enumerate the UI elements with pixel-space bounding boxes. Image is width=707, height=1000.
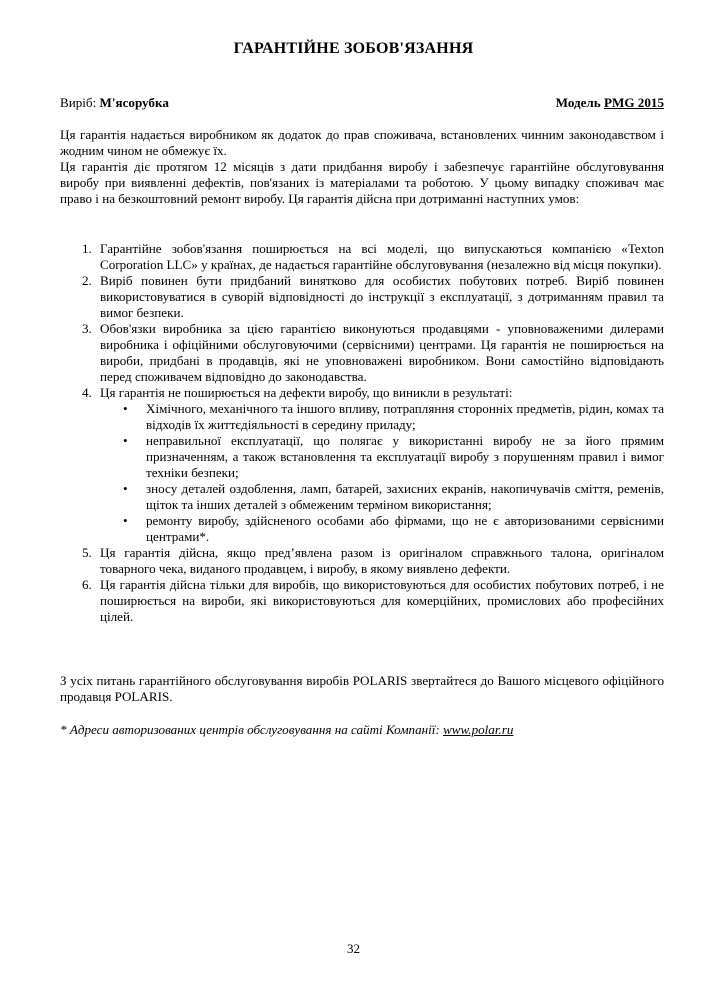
- product-info: [60, 95, 664, 111]
- condition-text: Ця гарантія не поширюється на дефекти виробу, що виникли в результаті:: [100, 385, 513, 400]
- bullet-icon: •: [123, 481, 128, 496]
- model-label: Модель: [555, 95, 604, 110]
- exclusion-item: [100, 481, 664, 513]
- conditions-list: [60, 241, 664, 625]
- condition-text: Гарантійне зобов'язання поширюється на всі моделі, що випускаються компанією «Texton Corporation LLC» у країнах, де надається гарантійне обслуговування (незалежно від місця покупки).: [100, 241, 664, 272]
- page-number: 32: [346, 941, 361, 956]
- product-field: [60, 95, 169, 111]
- condition-number: 1.: [82, 241, 92, 256]
- footnote-text: * Адреси авторизованих центрів обслуговування на сайті Компанії:: [60, 722, 444, 737]
- bullet-icon: •: [123, 401, 128, 416]
- bullet-icon: •: [123, 513, 128, 528]
- intro-paragraph: Ця гарантія надається виробником як додаток до прав споживача, встановлених чинним законодавством і жодним чином не обмежує їх.: [60, 127, 664, 158]
- condition-item: [60, 241, 664, 273]
- product-label: Виріб:: [60, 95, 100, 110]
- footnote: [60, 722, 664, 738]
- contact-paragraph: З усіх питань гарантійного обслуговування виробів POLARIS звертайтеся до Вашого місцевого офіційного продавця POLARIS.: [60, 673, 664, 704]
- condition-number: 3.: [82, 321, 92, 336]
- exclusion-text: ремонту виробу, здійсненого особами або фірмами, що не є авторизованими сервісними центрами*.: [146, 513, 664, 544]
- condition-number: 2.: [82, 273, 92, 288]
- page-title: ГАРАНТІЙНЕ ЗОБОВ'ЯЗАННЯ: [233, 40, 474, 57]
- model-field: [556, 95, 664, 111]
- condition-text: Ця гарантія дійсна, якщо пред’явлена разом із оригіналом справжнього талона, оригіналом товарного чека, виданого продавцем, і виробу, в якому виявлено дефекти.: [100, 545, 664, 576]
- website-link[interactable]: www.polar.ru: [443, 722, 514, 737]
- condition-item: [60, 385, 664, 545]
- exclusion-text: неправильної експлуатації, що полягає у використанні виробу не за його прямим призначенням, а також встановлення та експлуатації виробу з порушенням правил і вимог техніки безпеки;: [146, 433, 664, 480]
- condition-item: [60, 545, 664, 577]
- exclusion-item: [100, 513, 664, 545]
- condition-item: [60, 273, 664, 321]
- intro-paragraph: Ця гарантія діє протягом 12 місяців з дати придбання виробу і забезпечує гарантійне обслуговування виробу при виявленні дефектів, пов'язаних із матеріалами та роботою. У цьому випадку споживач має право і на безкоштовний ремонт виробу. Ця гарантія дійсна при дотриманні наступних умов:: [60, 159, 664, 206]
- condition-text: Виріб повинен бути придбаний винятково для особистих побутових потреб. Виріб повинен використовуватися в суворій відповідності до інструкції з експлуатації, з дотриманням правил та вимог безпеки.: [100, 273, 664, 320]
- bullet-icon: •: [123, 433, 128, 448]
- intro-text: [60, 127, 664, 207]
- condition-number: 4.: [82, 385, 92, 400]
- condition-text: Ця гарантія дійсна тільки для виробів, що використовуються для особистих побутових потреб, і не поширюється на вироби, які використовуються для комерційних, промислових або професійних цілей.: [100, 577, 664, 624]
- model-value: PMG 2015: [603, 95, 664, 110]
- exclusion-item: [100, 433, 664, 481]
- exclusion-text: Хімічного, механічного та іншого впливу, потрапляння сторонніх предметів, рідин, комах та відходів їх життєдіяльності в середину приладу;: [146, 401, 664, 432]
- condition-number: 5.: [82, 545, 92, 560]
- product-name: М'ясорубка: [99, 95, 169, 110]
- condition-item: [60, 321, 664, 385]
- condition-text: Обов'язки виробника за цією гарантією виконуються продавцями - уповноваженими дилерами виробника і офіційними обслуговуючими (сервісними) центрами. Ця гарантія не поширюється на вироби, придбані в продавців, які не уповноважені виробником. Вони самостійно відповідають перед споживачем відповідно до законодавства.: [100, 321, 664, 384]
- exclusions-list: [100, 401, 664, 545]
- exclusion-item: [100, 401, 664, 433]
- condition-item: [60, 577, 664, 625]
- condition-number: 6.: [82, 577, 92, 592]
- exclusion-text: зносу деталей оздоблення, ламп, батарей, захисних екранів, накопичувачів сміття, ременів, щіток та інших деталей з обмеженим терміном використання;: [146, 481, 664, 512]
